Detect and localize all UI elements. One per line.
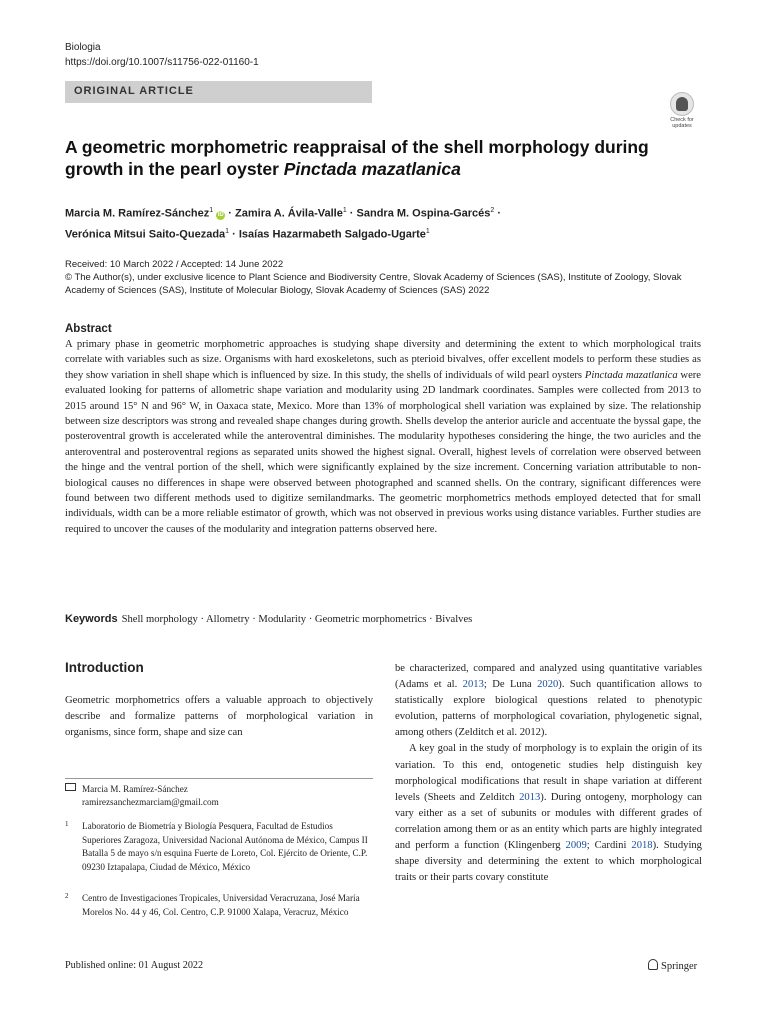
citation-link[interactable]: 2018 [631, 840, 653, 852]
author-affiliation: 1 [225, 227, 230, 235]
introduction-heading: Introduction [65, 660, 144, 675]
text-run: ). Studying shape diversity and determining the extent to which morphological traits or their parts covary constitute [395, 840, 702, 884]
footnote-divider [65, 778, 373, 779]
author-name: Zamira A. Ávila-Valle [235, 207, 343, 220]
keywords [65, 613, 705, 625]
doi-link[interactable]: https://doi.org/10.1007/s11756-022-01160-1 [65, 57, 259, 68]
text-run: A key goal in the study of morphology is to explain the origin of its variation. To this end, ontogenetic studies help distinguish key morphological modifications that result in shape variation at different levels (Sheets and Zelditch [395, 743, 702, 803]
journal-name: Biologia [65, 42, 101, 53]
author-affiliation: 1 [342, 207, 347, 214]
abstract-species: Pinctada mazatlanica [584, 369, 678, 381]
title-species: Pinctada mazatlanica [283, 159, 461, 179]
abstract-heading: Abstract [65, 323, 112, 335]
citation-link[interactable]: 2013 [519, 791, 541, 803]
check-updates-icon [670, 92, 694, 116]
text-run: ). Such quantification allows to statistically explore biological questions related to phenotypic evolution, patterns of morphological covariation, phylogenetic signal, among others (Zelditch et al. 2012). [395, 679, 702, 739]
keywords-label: Keywords [65, 613, 118, 625]
text-run: ; Cardini [586, 840, 632, 852]
orcid-icon[interactable]: iD [217, 211, 224, 218]
text-run: ; De Luna [483, 679, 538, 691]
affiliation-text: Centro de Investigaciones Tropicales, Universidad Veracruzana, José María Morelos No. 44 y 46, Col. Centro, C.P. 91000 Xalapa, Veracruz, México [82, 893, 360, 917]
publisher-logo [648, 959, 697, 972]
citation-link[interactable]: 2020 [537, 679, 559, 691]
publisher-name: Springer [661, 961, 698, 972]
affiliation-text: Laboratorio de Biometría y Biología Pesquera, Facultad de Estudios Superiores Zaragoza, Universidad Nacional Autónoma de México, Campus II Batalla 5 de mayo s/n esquina Fuerte de Loreto, Col. Ejército de Oriente, C.P. 09230 Iztapalapa, Ciudad de México, México [82, 821, 368, 872]
corresponding-email[interactable]: ramirezsanchezmarciam@gmail.com [82, 797, 219, 807]
author-affiliation: 1 [425, 227, 430, 235]
springer-horse-icon [648, 959, 658, 970]
check-for-updates-badge[interactable] [664, 92, 700, 132]
author-name: Verónica Mitsui Saito-Quezada [65, 228, 226, 241]
check-updates-label: Check for updates [670, 117, 694, 129]
author-list: Marcia M. Ramírez-Sánchez$^1$ iD · Zamira A. Ávila-Valle$^1$ · Sandra M. Ospina-Garcés$^2$ · Verónica Mitsui Saito-Quezada$^1$ · Isaías Hazarmabeth Salgado-Ugarte$^1$ [65, 207, 502, 241]
author-name: Sandra M. Ospina-Garcés [356, 207, 491, 220]
author-affiliation: 2 [490, 207, 495, 214]
introduction-paragraph [395, 741, 702, 886]
article-type-label: ORIGINAL ARTICLE [74, 85, 194, 97]
title-main: A geometric morphometric reappraisal of the shell morphology during growth in the pearl oyster [65, 137, 649, 179]
citation-link[interactable]: 2013 [462, 679, 484, 691]
article-title [65, 136, 665, 180]
affiliation-number: 2 [65, 892, 69, 900]
corresponding-author: Marcia M. Ramírez-Sánchez [82, 784, 188, 794]
text-run: be characterized, compared and analyzed using quantitative variables (Adams et al. [395, 663, 702, 691]
envelope-icon [65, 783, 76, 791]
received-accepted: Received: 10 March 2022 / Accepted: 14 June 2022 [65, 259, 284, 270]
author-name: Isaías Hazarmabeth Salgado-Ugarte [238, 228, 426, 241]
introduction-paragraph [395, 661, 702, 741]
published-date: Published online: 01 August 2022 [65, 960, 204, 971]
abstract-text [65, 337, 701, 537]
abstract-part: were evaluated looking for patterns of allometric shape variation and modularity using 2D landmark coordinates. Samples were collected from 2013 to 2015 around 15° N and 96° W, in Oaxaca state, Mexico. More than 13% of morphological shell variation was explained by size. The relationship between size descriptors was strong and revealed shape changes during growth. Shells develop the anterior auricle and accentuate the byssal gape, the posteroventral growth is accelerated while the anteroventral diminishes. The modularity hypotheses considering the hinge, the two auricles and the anteroventral and posteroventral regions as separated units showed the highest signal. Overall, highest levels of correlation were observed between the hinge and the ventral portion of the shell, which were significantly explained by the size increment. Concerning variation attributable to non-biological causes no differences in shape were observed between photographed and scanned shells. On the contrary, significant differences were found between two different methods used to digitize semilandmarks. The geometric morphometrics methods employed detected that for small individuals, width can be a more reliable estimator of growth, which was not observed in previous works using distance variables. Further studies are required to uncover the causes of the modularity and integration patterns observed here. [65, 369, 702, 535]
article-type-bar [65, 81, 372, 103]
abstract-part: A primary phase in geometric morphometric approaches is studying shape diversity and determining the extent to which morphological traits correlate with variables such as size. Organisms with hard exoskeletons, such as pterioid bivalves, offer excellent models to perform these studies as they show variation in shell shape which is influenced by size. In this study, the shells of individuals of wild pearl oysters [65, 339, 701, 381]
copyright-notice: © The Author(s), under exclusive licence to Plant Science and Biodiversity Centre, Slovak Academy of Sciences (SAS), Institute of Zoology, Slovak Academy of Sciences (SAS), Institute of Molecular Biology, Slovak Academy of Sciences (SAS) 2022 [65, 272, 682, 296]
citation-link[interactable]: 2009 [565, 840, 587, 852]
correspondence [65, 783, 373, 809]
author-affiliation: 1 [209, 207, 214, 214]
article-dates [65, 258, 715, 297]
introduction-right-column [395, 661, 702, 886]
keywords-list: Shell morphology · Allometry · Modularity · Geometric morphometrics · Bivalves [121, 614, 473, 625]
author-name: Marcia M. Ramírez-Sánchez [65, 207, 210, 220]
text-run: ). During ontogeny, morphology can vary either as a set of subunits or modules with different grades of correlation among them or as an entity which parts are highly integrated and perform a function (Klingenberg [395, 791, 702, 852]
introduction-paragraph: Geometric morphometrics offers a valuable approach to objectively describe and formalize patterns of morphological variation in organisms, since form, shape and size can [65, 695, 373, 738]
affiliation-number: 1 [65, 820, 69, 828]
